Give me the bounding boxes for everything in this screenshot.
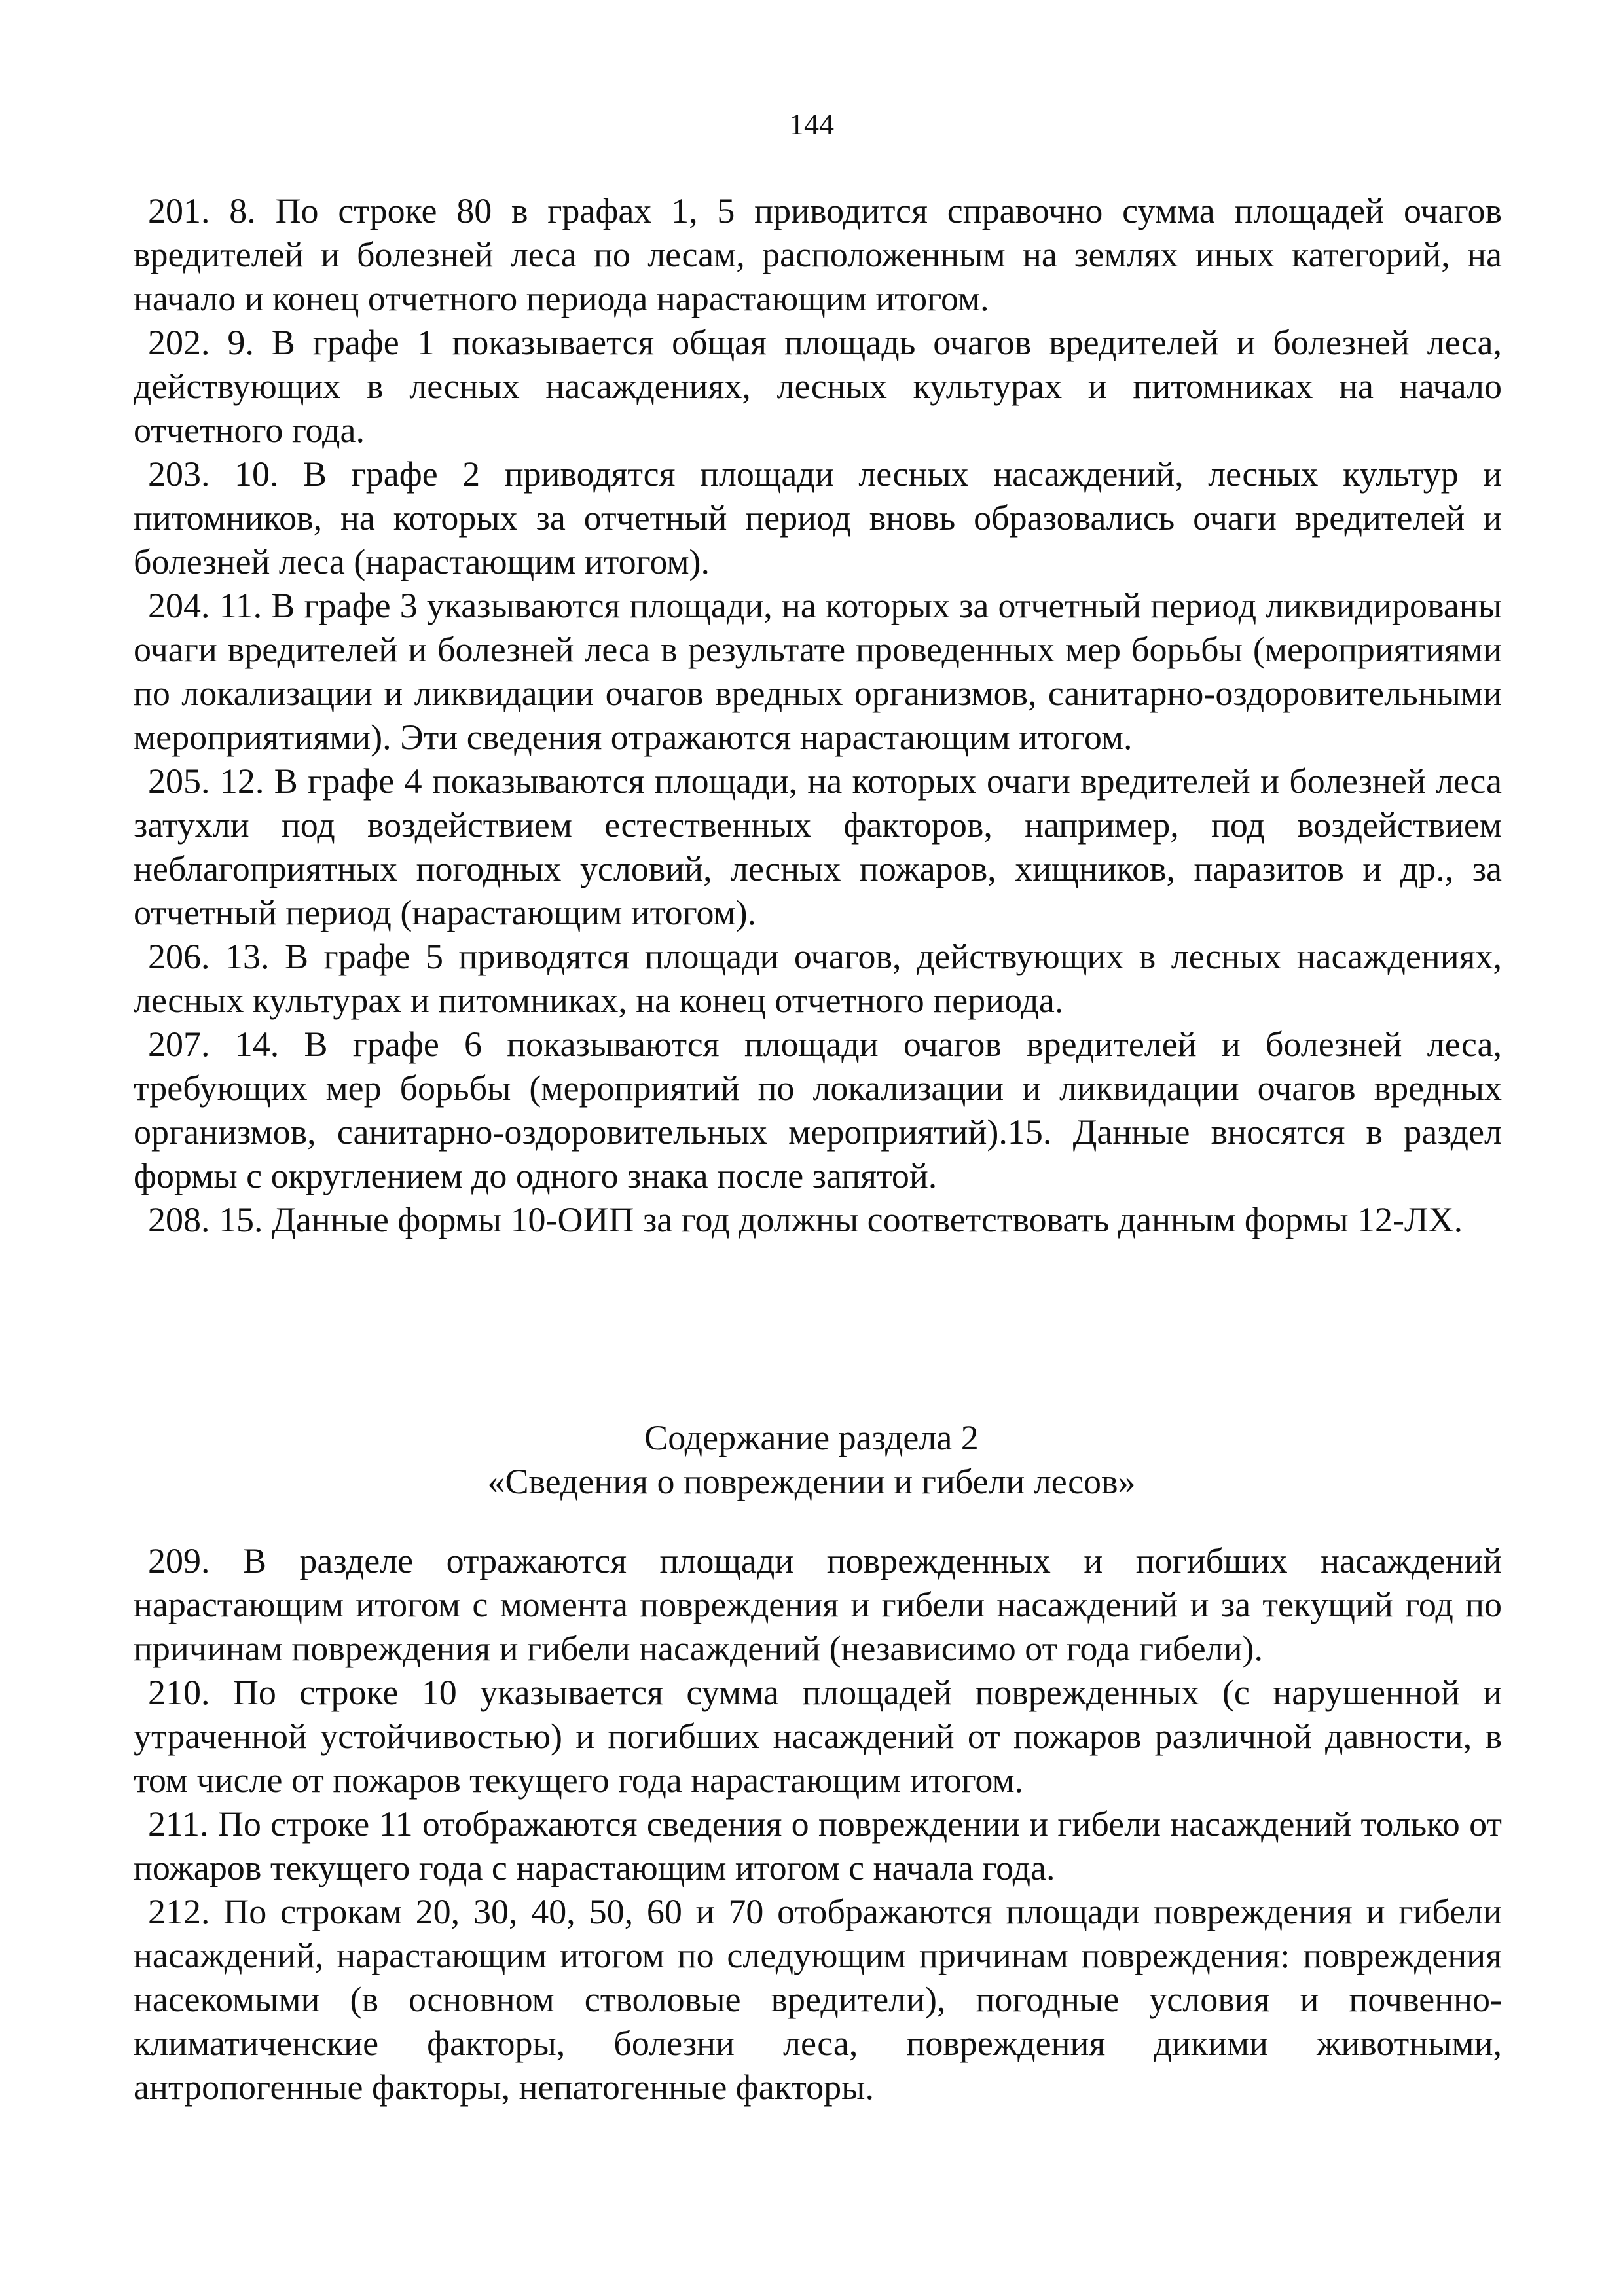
section-heading-line-1: Содержание раздела 2	[644, 1418, 979, 1457]
paragraph-207: 207. 14. В графе 6 показываются площади очагов вредителей и болезней леса, требующих мер борьбы (мероприятий по локализации и ликвидации очагов вредных организмов, санитарно-оздоровительных мероприятий).15. Данные вносятся в раздел формы с округлением до одного знака после запятой.	[134, 1025, 1502, 1195]
document-body-bottom	[134, 1539, 1502, 2109]
page-number: 144	[789, 107, 834, 141]
section-heading	[0, 1416, 1623, 1504]
paragraph-201: 201. 8. По строке 80 в графах 1, 5 приводится справочно сумма площадей очагов вредителей и болезней леса по лесам, расположенным на землях иных категорий, на начало и конец отчетного периода нарастающим итогом.	[134, 191, 1502, 318]
paragraph-210: 210. По строке 10 указывается сумма площадей поврежденных (с нарушенной и утраченной устойчивостью) и погибших насаждений от пожаров различной давности, в том числе от пожаров текущего года нарастающим итогом.	[134, 1673, 1502, 1800]
section-heading-line-2: «Сведения о повреждении и гибели лесов»	[487, 1462, 1136, 1501]
paragraph-202: 202. 9. В графе 1 показывается общая площадь очагов вредителей и болезней леса, действующих в лесных насаждениях, лесных культурах и питомниках на начало отчетного года.	[134, 323, 1502, 450]
paragraph-203: 203. 10. В графе 2 приводятся площади лесных насаждений, лесных культур и питомников, на которых за отчетный период вновь образовались очаги вредителей и болезней леса (нарастающим итогом).	[134, 454, 1502, 581]
paragraph-208: 208. 15. Данные формы 10-ОИП за год должны соответствовать данным формы 12-ЛХ.	[148, 1200, 1463, 1239]
paragraph-211: 211. По строке 11 отображаются сведения о повреждении и гибели насаждений только от пожаров текущего года с нарастающим итогом с начала года.	[134, 1804, 1502, 1887]
paragraph-206: 206. 13. В графе 5 приводятся площади очагов, действующих в лесных насаждениях, лесных культурах и питомниках, на конец отчетного периода.	[134, 937, 1502, 1020]
paragraph-204: 204. 11. В графе 3 указываются площади, на которых за отчетный период ликвидированы очаги вредителей и болезней леса в результате проведенных мер борьбы (мероприятиями по локализации и ликвидации очагов вредных организмов, санитарно-оздоровительными мероприятиями). Эти сведения отражаются нарастающим итогом.	[134, 586, 1502, 757]
document-body-top	[134, 189, 1502, 1242]
paragraph-205: 205. 12. В графе 4 показываются площади, на которых очаги вредителей и болезней леса затухли под воздействием естественных факторов, например, под воздействием неблагоприятных погодных условий, лесных пожаров, хищников, паразитов и др., за отчетный период (нарастающим итогом).	[134, 761, 1502, 932]
paragraph-209: 209. В разделе отражаются площади поврежденных и погибших насаждений нарастающим итогом с момента повреждения и гибели насаждений и за текущий год по причинам повреждения и гибели насаждений (независимо от года гибели).	[134, 1541, 1502, 1668]
paragraph-212: 212. По строкам 20, 30, 40, 50, 60 и 70 отображаются площади повреждения и гибели насаждений, нарастающим итогом по следующим причинам повреждения: повреждения насекомыми (в основном стволовые вредители), погодные условия и почвенно-климатиченские факторы, болезни леса, повреждения дикими животными, антропогенные факторы, непатогенные факторы.	[134, 1892, 1502, 2107]
